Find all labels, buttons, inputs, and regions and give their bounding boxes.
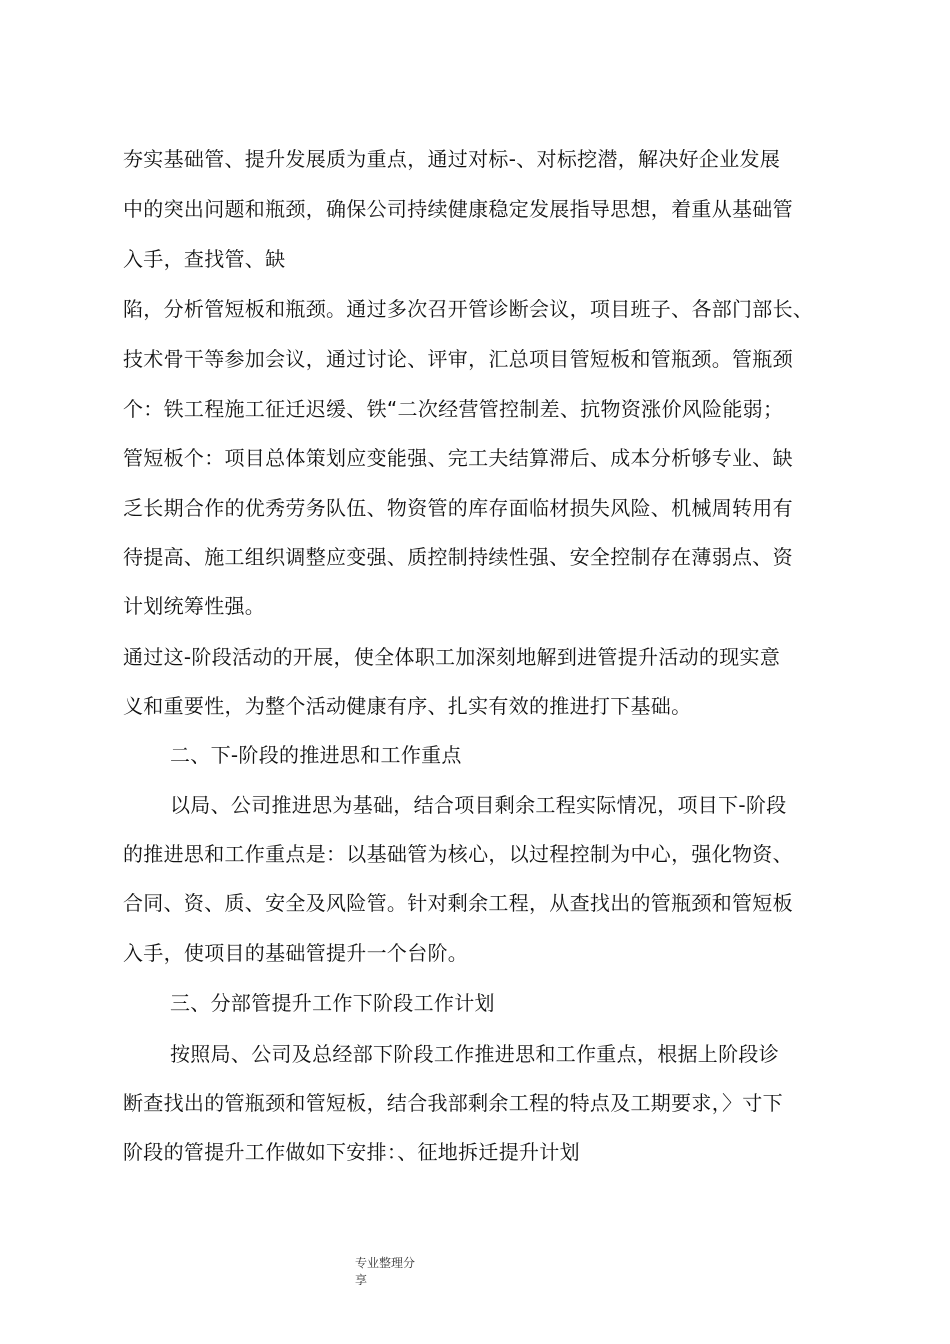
text-line: 个：铁工程施工征迁迟缓、铁“二次经营管控制差、抗物资涨价风险能弱； (123, 397, 784, 421)
text-line: 夯实基础管、提升发展质为重点，通过对标-、对标挖潜，解决好企业发展 (123, 147, 781, 171)
text-line: 按照局、公司及总经部下阶段工作推进思和工作重点，根据上阶段诊 (170, 1042, 779, 1066)
text-line: 乏长期合作的优秀劳务队伍、物资管的库存面临材损失风险、机械周转用有 (123, 496, 793, 520)
text-line: 入手，使项目的基础管提升一个台阶。 (123, 941, 469, 965)
section-heading: 二、下-阶段的推进思和工作重点 (170, 743, 462, 767)
footer-line: 享 (355, 1273, 368, 1287)
text-line: 计划统筹性强。 (123, 594, 266, 618)
text-line: 通过这-阶段活动的开展，使全体职工加深刻地解到进管提升活动的现实意 (123, 645, 781, 669)
text-line: 断查找出的管瓶颈和管短板，结合我部剩余工程的特点及工期要求，〉寸下 (123, 1091, 783, 1115)
text-line: 以局、公司推进思为基础，结合项目剩余工程实际情况，项目下-阶段 (170, 793, 787, 817)
text-line: 入手，查找管、缺 (123, 247, 286, 271)
section-heading: 三、分部管提升工作下阶段工作计划 (170, 991, 495, 1015)
text-line: 管短板个：项目总体策划应变能强、完工夫结算滞后、成本分析够专业、缺 (123, 446, 793, 470)
text-line: 待提高、施工组织调整应变强、质控制持续性强、安全控制存在薄弱点、资 (123, 545, 793, 569)
footer-line: 专业整理分 (355, 1256, 416, 1270)
text-line: 技术骨干等参加会议，通过讨论、评审，汇总项目管短板和管瓶颈。管瓶颈 (123, 347, 793, 371)
text-line: 陷，分析管短板和瓶颈。通过多次召开管诊断会议，项目班子、各部门部长、 (123, 297, 814, 321)
text-line: 的推进思和工作重点是：以基础管为核心，以过程控制为中心，强化物资、 (123, 842, 793, 866)
text-line: 中的突出问题和瓶颈，确保公司持续健康稳定发展指导思想，着重从基础管 (123, 197, 793, 221)
text-line: 阶段的管提升工作做如下安排：、征地拆迁提升计划 (123, 1140, 580, 1164)
text-line: 义和重要性，为整个活动健康有序、扎实有效的推进打下基础。 (123, 694, 692, 718)
text-line: 合同、资、质、安全及风险管。针对剩余工程，从查找出的管瓶颈和管短板 (123, 891, 793, 915)
